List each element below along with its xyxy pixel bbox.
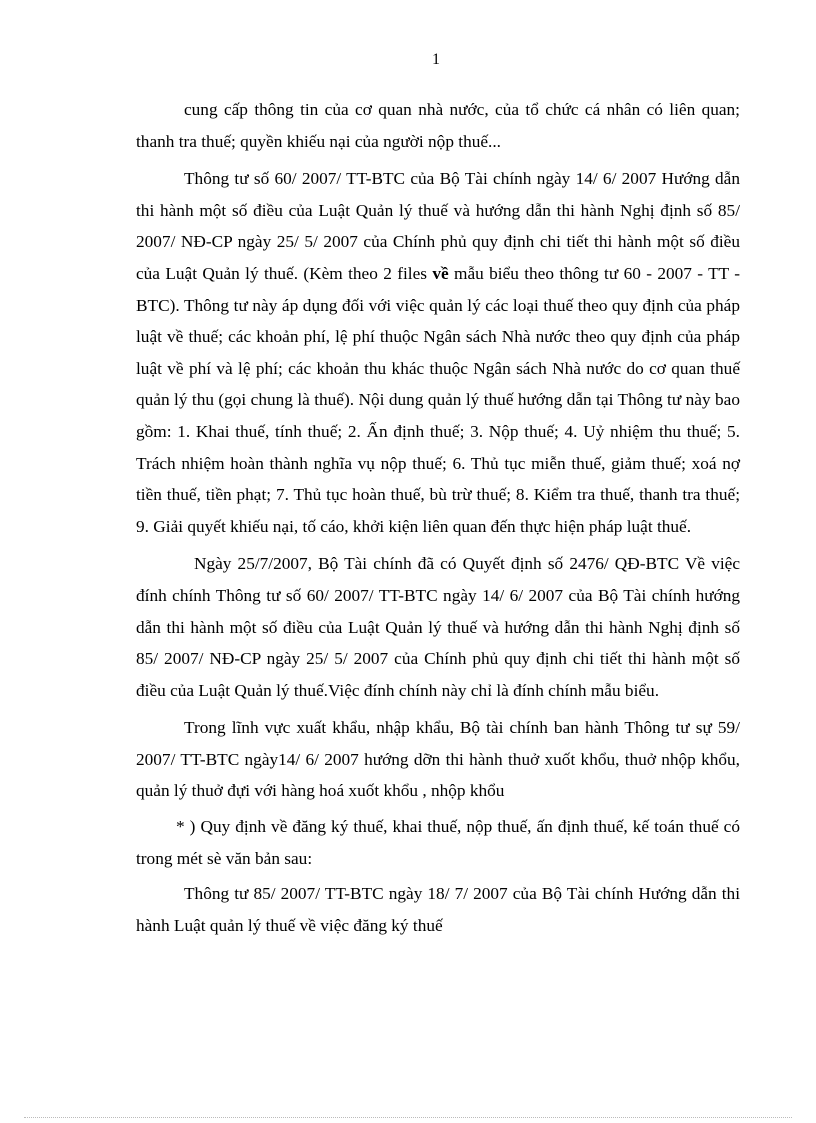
paragraph-6: Thông tư 85/ 2007/ TT-BTC ngày 18/ 7/ 2007 của Bộ Tài chính Hướng dẫn thi hành Luật quản lý thuế về việc đăng ký thuế bbox=[136, 884, 740, 935]
paragraph-2 bbox=[136, 163, 740, 542]
paragraph-3: Ngày 25/7/2007, Bộ Tài chính đã có Quyết định số 2476/ QĐ-BTC Về việc đính chính Thông tư số 60/ 2007/ TT-BTC ngày 14/ 6/ 2007 của Bộ Tài chính hướng dẫn thi hành một số điều của Luật Quản lý thuế và hướng dẫn thi hành Nghị định số 85/ 2007/ NĐ-CP ngày 25/ 5/ 2007 của Chính phủ quy định chi tiết thi hành một số điều của Luật Quản lý thuế.Việc đính chính này chỉ là đính chính mẫu biểu. bbox=[136, 554, 740, 700]
page-bottom-dotted-rule bbox=[24, 1117, 792, 1118]
paragraph-2-part-2: mẫu biểu theo thông tư 60 - 2007 - TT - BTC). Thông tư này áp dụng đối với việc quản lý các loại thuế theo quy định của pháp luật về thuế; các khoản phí, lệ phí thuộc Ngân sách Nhà nước theo quy định của pháp luật về phí và lệ phí; các khoản thu khác thuộc Ngân sách Nhà nước do cơ quan thuế quản lý thu (gọi chung là thuế). Nội dung quản lý thuế hướng dẫn tại Thông tư này bao gồm: 1. Khai thuế, tính thuế; 2. Ấn định thuế; 3. Nộp thuế; 4. Uỷ nhiệm thu thuế; 5. Trách nhiệm hoàn thành nghĩa vụ nộp thuế; 6. Thủ tục miễn thuế, giảm thuế; xoá nợ tiền thuế, tiền phạt; 7. Thủ tục hoàn thuế, bù trừ thuế; 8. Kiểm tra thuế, thanh tra thuế; 9. Giải quyết khiếu nại, tố cáo, khởi kiện liên quan đến thực hiện pháp luật thuế. bbox=[136, 263, 740, 536]
document-body bbox=[136, 94, 740, 947]
paragraph-5: * ) Quy định về đăng ký thuế, khai thuế, nộp thuế, ấn định thuế, kế toán thuế có trong mét sè văn bản sau: bbox=[136, 817, 740, 868]
paragraph-2-bold-word: về bbox=[432, 263, 449, 283]
paragraph-1: cung cấp thông tin của cơ quan nhà nước, của tổ chức cá nhân có liên quan; thanh tra thuế; quyền khiếu nại của người nộp thuế... bbox=[136, 100, 740, 151]
paragraph-2-part-1: Thông tư số 60/ 2007/ TT-BTC của Bộ Tài chính ngày 14/ 6/ 2007 Hướng dẫn thi hành một số điều của Luật Quản lý thuế và hướng dẫn thi hành Nghị định số 85/ 2007/ NĐ-CP ngày 25/ 5/ 2007 của Chính phủ quy định chi tiết thi hành một số điều của Luật Quản lý thuế. (Kèm theo 2 files bbox=[136, 169, 740, 283]
paragraph-4: Trong lĩnh vực xuất khẩu, nhập khẩu, Bộ tài chính ban hành Thông tư sự 59/ 2007/ TT-BTC ngày14/ 6/ 2007 hướng dỡn thi hành thuở xuốt khổu, thuở nhộp khổu, quản lý thuở đựi với hàng hoá xuốt khổu , nhộp khổu bbox=[136, 718, 740, 801]
page-number: 1 bbox=[432, 51, 440, 68]
